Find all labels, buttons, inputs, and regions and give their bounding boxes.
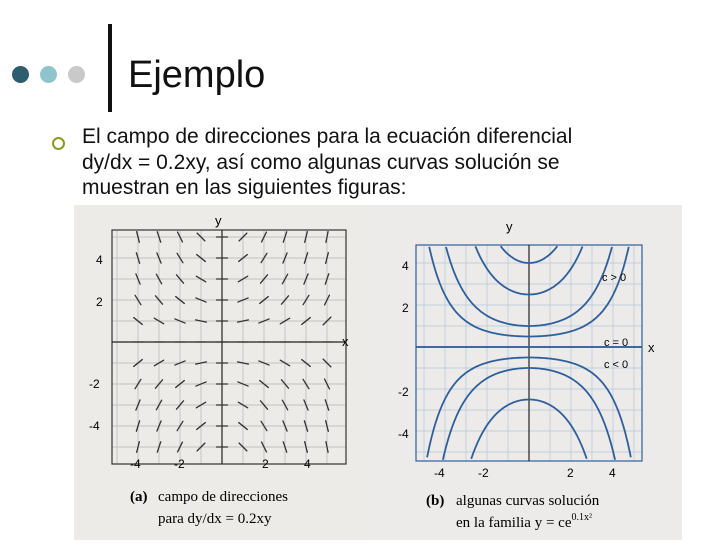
caption-a-line2: para dy/dx = 0.2xy bbox=[158, 511, 272, 527]
x-tick-b-4: 4 bbox=[609, 466, 616, 480]
decorative-dots bbox=[12, 66, 102, 84]
label-c-zero: c = 0 bbox=[604, 337, 629, 349]
x-tick-b-neg2: -2 bbox=[478, 466, 489, 480]
bullet-line-1: El campo de direcciones para la ecuación diferencial bbox=[82, 125, 573, 148]
y-tick-a-2: 2 bbox=[96, 295, 103, 309]
caption-a-label: (a) bbox=[130, 489, 148, 505]
x-tick-a-neg4: -4 bbox=[130, 457, 141, 471]
plot-frame-a bbox=[112, 230, 346, 464]
caption-a-line1: campo de direcciones bbox=[158, 489, 288, 505]
x-axis-label-b: x bbox=[648, 340, 655, 355]
x-axis-label-a: x bbox=[342, 334, 349, 349]
bullet-line-2: dy/dx = 0.2xy, así como algunas curvas solución se bbox=[82, 150, 560, 174]
x-tick-b-neg4: -4 bbox=[434, 466, 445, 480]
bullet-line-3: muestran en las siguientes figuras: bbox=[82, 176, 407, 199]
y-tick-a-4: 4 bbox=[96, 253, 103, 267]
y-tick-a-neg2: -2 bbox=[89, 377, 100, 391]
y-tick-b-2: 2 bbox=[402, 301, 409, 315]
x-tick-a-neg2: -2 bbox=[174, 457, 185, 471]
title-divider bbox=[108, 24, 112, 112]
caption-b-line2-text: en la familia y = ce bbox=[456, 515, 572, 531]
caption-b-line1: algunas curvas solución bbox=[456, 493, 600, 509]
y-tick-a-neg4: -4 bbox=[89, 419, 100, 433]
figure-direction-field bbox=[74, 205, 366, 540]
dot-dark bbox=[12, 66, 29, 83]
y-axis-label-b: y bbox=[506, 219, 513, 234]
bullet-text bbox=[82, 124, 702, 201]
x-tick-a-4: 4 bbox=[304, 457, 311, 471]
grid-a bbox=[112, 230, 346, 464]
caption-b-line2 bbox=[456, 512, 592, 531]
bullet-icon bbox=[52, 137, 65, 150]
slide-title: Ejemplo bbox=[128, 54, 266, 96]
dot-teal bbox=[40, 66, 57, 83]
x-tick-b-2: 2 bbox=[567, 466, 574, 480]
label-c-positive: c > 0 bbox=[602, 272, 627, 284]
y-tick-b-neg4: -4 bbox=[398, 427, 409, 441]
label-c-negative: c < 0 bbox=[604, 359, 629, 371]
dot-gray bbox=[68, 66, 85, 83]
caption-b-label: (b) bbox=[426, 493, 445, 509]
x-tick-a-2: 2 bbox=[262, 457, 269, 471]
caption-b-exponent: 0.1x² bbox=[571, 512, 592, 523]
y-tick-b-4: 4 bbox=[402, 259, 409, 273]
y-axis-label-a: y bbox=[215, 213, 222, 228]
y-tick-b-neg2: -2 bbox=[398, 385, 409, 399]
figure-solution-curves bbox=[366, 205, 682, 540]
